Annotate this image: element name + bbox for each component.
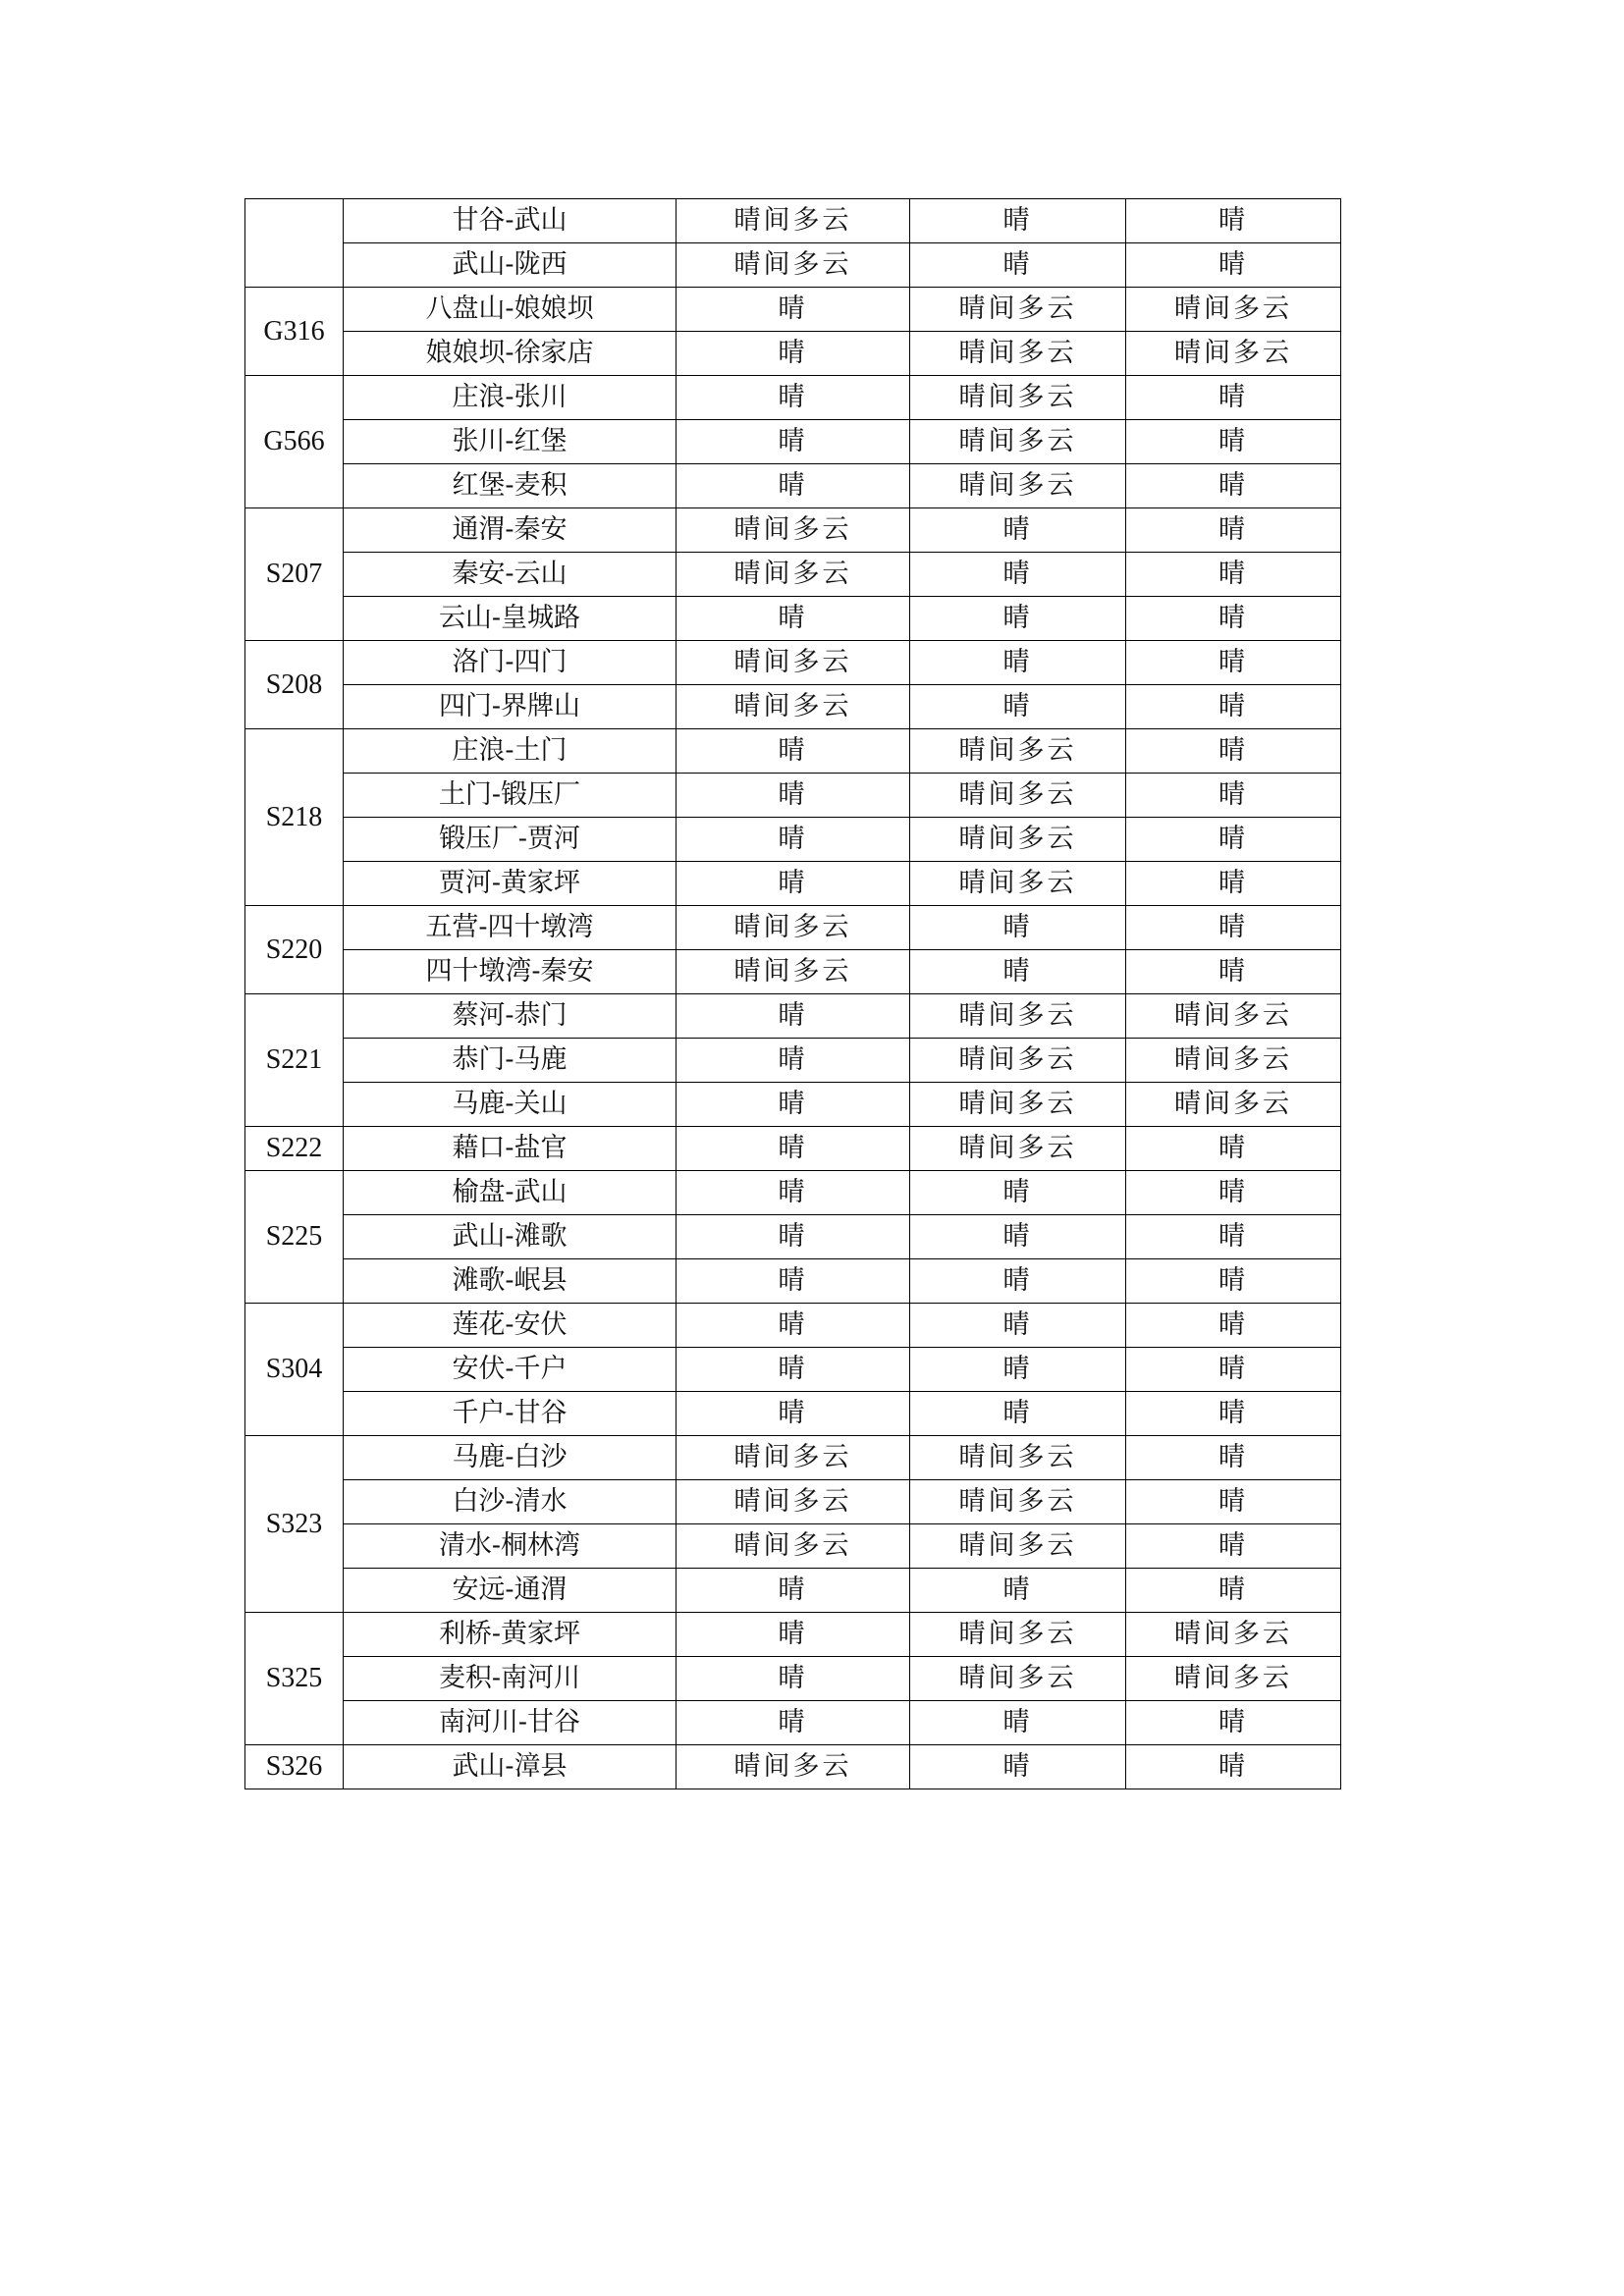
weather-day2-cell: 晴间多云 [910,729,1126,774]
table-row [245,1392,1341,1436]
table-row [245,950,1341,994]
weather-day3-cell: 晴间多云 [1126,1657,1341,1701]
weather-day1-cell: 晴 [677,1215,910,1259]
weather-day1-cell: 晴间多云 [677,508,910,553]
table-row [245,774,1341,818]
segment-cell: 四门-界牌山 [344,685,677,729]
weather-day3-cell: 晴 [1126,641,1341,685]
route-code-cell: S304 [245,1304,344,1436]
weather-day3-cell: 晴间多云 [1126,332,1341,376]
weather-day1-cell: 晴 [677,818,910,862]
weather-day3-cell: 晴 [1126,774,1341,818]
weather-day3-cell: 晴间多云 [1126,994,1341,1039]
table-row [245,420,1341,464]
weather-day1-cell: 晴 [677,332,910,376]
weather-day3-cell: 晴 [1126,1436,1341,1480]
table-row [245,685,1341,729]
segment-cell: 庄浪-土门 [344,729,677,774]
weather-day2-cell: 晴 [910,1171,1126,1215]
segment-cell: 南河川-甘谷 [344,1701,677,1745]
weather-day1-cell: 晴 [677,1392,910,1436]
table-row [245,1701,1341,1745]
weather-day1-cell: 晴 [677,1127,910,1171]
weather-day3-cell: 晴 [1126,1215,1341,1259]
segment-cell: 清水-桐林湾 [344,1524,677,1569]
table-row [245,729,1341,774]
weather-day2-cell: 晴间多云 [910,994,1126,1039]
weather-day2-cell: 晴 [910,1259,1126,1304]
weather-day1-cell: 晴 [677,1171,910,1215]
weather-day3-cell: 晴 [1126,1259,1341,1304]
weather-day3-cell: 晴 [1126,420,1341,464]
weather-day2-cell: 晴 [910,1745,1126,1789]
weather-day1-cell: 晴间多云 [677,553,910,597]
table-row [245,553,1341,597]
weather-day3-cell: 晴 [1126,818,1341,862]
table-row [245,994,1341,1039]
table-row [245,1436,1341,1480]
table-row [245,332,1341,376]
weather-day1-cell: 晴间多云 [677,685,910,729]
weather-day1-cell: 晴间多云 [677,1436,910,1480]
weather-day1-cell: 晴 [677,1304,910,1348]
weather-day1-cell: 晴间多云 [677,1745,910,1789]
table-row [245,1304,1341,1348]
weather-day3-cell: 晴 [1126,906,1341,950]
weather-day1-cell: 晴 [677,1569,910,1613]
segment-cell: 白沙-清水 [344,1480,677,1524]
weather-day3-cell: 晴 [1126,729,1341,774]
segment-cell: 五营-四十墩湾 [344,906,677,950]
route-code-cell: S207 [245,508,344,641]
weather-day2-cell: 晴间多云 [910,376,1126,420]
segment-cell: 张川-红堡 [344,420,677,464]
route-code-cell: G566 [245,376,344,508]
route-code-cell: G316 [245,288,344,376]
weather-day1-cell: 晴 [677,1259,910,1304]
table-row [245,597,1341,641]
segment-cell: 云山-皇城路 [344,597,677,641]
weather-day1-cell: 晴 [677,464,910,508]
segment-cell: 锻压厂-贾河 [344,818,677,862]
weather-day2-cell: 晴间多云 [910,1436,1126,1480]
route-code-cell: S218 [245,729,344,906]
route-code-cell: S323 [245,1436,344,1613]
segment-cell: 庄浪-张川 [344,376,677,420]
weather-day1-cell: 晴 [677,420,910,464]
weather-day1-cell: 晴间多云 [677,1480,910,1524]
weather-day3-cell: 晴间多云 [1126,288,1341,332]
segment-cell: 榆盘-武山 [344,1171,677,1215]
segment-cell: 洛门-四门 [344,641,677,685]
weather-day3-cell: 晴 [1126,1348,1341,1392]
table-row [245,862,1341,906]
weather-day3-cell: 晴 [1126,464,1341,508]
table-row [245,243,1341,288]
segment-cell: 四十墩湾-秦安 [344,950,677,994]
weather-day3-cell: 晴间多云 [1126,1083,1341,1127]
segment-cell: 莲花-安伏 [344,1304,677,1348]
route-code-cell: S221 [245,994,344,1127]
weather-day1-cell: 晴间多云 [677,641,910,685]
route-code-cell: S326 [245,1745,344,1789]
weather-day3-cell: 晴 [1126,1701,1341,1745]
weather-day1-cell: 晴 [677,1657,910,1701]
weather-day2-cell: 晴 [910,1304,1126,1348]
weather-day3-cell: 晴 [1126,376,1341,420]
table-row [245,1745,1341,1789]
segment-cell: 利桥-黄家坪 [344,1613,677,1657]
weather-day1-cell: 晴 [677,376,910,420]
weather-day1-cell: 晴 [677,862,910,906]
segment-cell: 滩歌-岷县 [344,1259,677,1304]
weather-day3-cell: 晴 [1126,1392,1341,1436]
weather-day3-cell: 晴 [1126,553,1341,597]
segment-cell: 八盘山-娘娘坝 [344,288,677,332]
weather-day2-cell: 晴 [910,199,1126,243]
weather-day2-cell: 晴间多云 [910,464,1126,508]
weather-day1-cell: 晴 [677,1613,910,1657]
table-row [245,199,1341,243]
weather-day2-cell: 晴间多云 [910,1083,1126,1127]
weather-day2-cell: 晴 [910,906,1126,950]
weather-day2-cell: 晴间多云 [910,1480,1126,1524]
table-row [245,1127,1341,1171]
weather-day3-cell: 晴间多云 [1126,1613,1341,1657]
table-row [245,818,1341,862]
weather-day2-cell: 晴间多云 [910,1039,1126,1083]
weather-day2-cell: 晴 [910,1215,1126,1259]
weather-day3-cell: 晴 [1126,1171,1341,1215]
weather-day3-cell: 晴 [1126,1745,1341,1789]
segment-cell: 武山-漳县 [344,1745,677,1789]
table-row [245,464,1341,508]
weather-day2-cell: 晴 [910,1701,1126,1745]
table-row [245,1524,1341,1569]
table-row [245,1039,1341,1083]
weather-day2-cell: 晴间多云 [910,1613,1126,1657]
weather-day1-cell: 晴 [677,994,910,1039]
segment-cell: 通渭-秦安 [344,508,677,553]
weather-day3-cell: 晴 [1126,199,1341,243]
route-code-cell: S222 [245,1127,344,1171]
weather-day2-cell: 晴间多云 [910,420,1126,464]
weather-day1-cell: 晴 [677,1701,910,1745]
weather-day2-cell: 晴 [910,950,1126,994]
route-code-cell: S208 [245,641,344,729]
table-row [245,1613,1341,1657]
weather-day2-cell: 晴间多云 [910,1127,1126,1171]
weather-day3-cell: 晴 [1126,1524,1341,1569]
table-row [245,1569,1341,1613]
weather-day1-cell: 晴 [677,729,910,774]
weather-day2-cell: 晴 [910,508,1126,553]
weather-day3-cell: 晴 [1126,685,1341,729]
segment-cell: 秦安-云山 [344,553,677,597]
segment-cell: 安远-通渭 [344,1569,677,1613]
segment-cell: 安伏-千户 [344,1348,677,1392]
weather-day2-cell: 晴 [910,597,1126,641]
table-row [245,641,1341,685]
weather-day1-cell: 晴间多云 [677,950,910,994]
table-row [245,1215,1341,1259]
weather-day2-cell: 晴 [910,1348,1126,1392]
weather-day3-cell: 晴间多云 [1126,1039,1341,1083]
weather-day2-cell: 晴间多云 [910,332,1126,376]
table-row [245,1348,1341,1392]
segment-cell: 藉口-盐官 [344,1127,677,1171]
segment-cell: 贾河-黄家坪 [344,862,677,906]
weather-day2-cell: 晴 [910,1569,1126,1613]
weather-day3-cell: 晴 [1126,1480,1341,1524]
weather-day2-cell: 晴 [910,685,1126,729]
table-row [245,508,1341,553]
weather-day3-cell: 晴 [1126,950,1341,994]
table-row [245,376,1341,420]
weather-day3-cell: 晴 [1126,1569,1341,1613]
weather-day1-cell: 晴 [677,1083,910,1127]
segment-cell: 武山-陇西 [344,243,677,288]
segment-cell: 土门-锻压厂 [344,774,677,818]
weather-day2-cell: 晴间多云 [910,862,1126,906]
segment-cell: 蔡河-恭门 [344,994,677,1039]
segment-cell: 红堡-麦积 [344,464,677,508]
table-row [245,1480,1341,1524]
weather-day3-cell: 晴 [1126,862,1341,906]
table-row [245,1657,1341,1701]
weather-day2-cell: 晴间多云 [910,1657,1126,1701]
segment-cell: 马鹿-关山 [344,1083,677,1127]
weather-day1-cell: 晴间多云 [677,1524,910,1569]
table-body [245,199,1341,1789]
weather-day3-cell: 晴 [1126,1127,1341,1171]
weather-day2-cell: 晴间多云 [910,818,1126,862]
segment-cell: 恭门-马鹿 [344,1039,677,1083]
weather-day1-cell: 晴 [677,774,910,818]
table-row [245,1083,1341,1127]
segment-cell: 娘娘坝-徐家店 [344,332,677,376]
route-code-cell [245,199,344,288]
weather-day1-cell: 晴 [677,288,910,332]
weather-day1-cell: 晴间多云 [677,199,910,243]
table-row [245,1259,1341,1304]
segment-cell: 千户-甘谷 [344,1392,677,1436]
segment-cell: 马鹿-白沙 [344,1436,677,1480]
route-code-cell: S225 [245,1171,344,1304]
weather-day3-cell: 晴 [1126,597,1341,641]
weather-day3-cell: 晴 [1126,508,1341,553]
weather-day3-cell: 晴 [1126,243,1341,288]
weather-day1-cell: 晴间多云 [677,243,910,288]
weather-day2-cell: 晴 [910,553,1126,597]
table-row [245,906,1341,950]
weather-day2-cell: 晴间多云 [910,1524,1126,1569]
segment-cell: 麦积-南河川 [344,1657,677,1701]
route-code-cell: S220 [245,906,344,994]
weather-day1-cell: 晴 [677,597,910,641]
road-weather-table [244,198,1341,1789]
weather-day3-cell: 晴 [1126,1304,1341,1348]
route-code-cell: S325 [245,1613,344,1745]
segment-cell: 武山-滩歌 [344,1215,677,1259]
weather-day2-cell: 晴 [910,243,1126,288]
weather-day1-cell: 晴 [677,1039,910,1083]
table-row [245,288,1341,332]
segment-cell: 甘谷-武山 [344,199,677,243]
weather-day2-cell: 晴间多云 [910,774,1126,818]
weather-day2-cell: 晴 [910,1392,1126,1436]
weather-day2-cell: 晴间多云 [910,288,1126,332]
weather-day1-cell: 晴 [677,1348,910,1392]
table-row [245,1171,1341,1215]
weather-day1-cell: 晴间多云 [677,906,910,950]
weather-day2-cell: 晴 [910,641,1126,685]
